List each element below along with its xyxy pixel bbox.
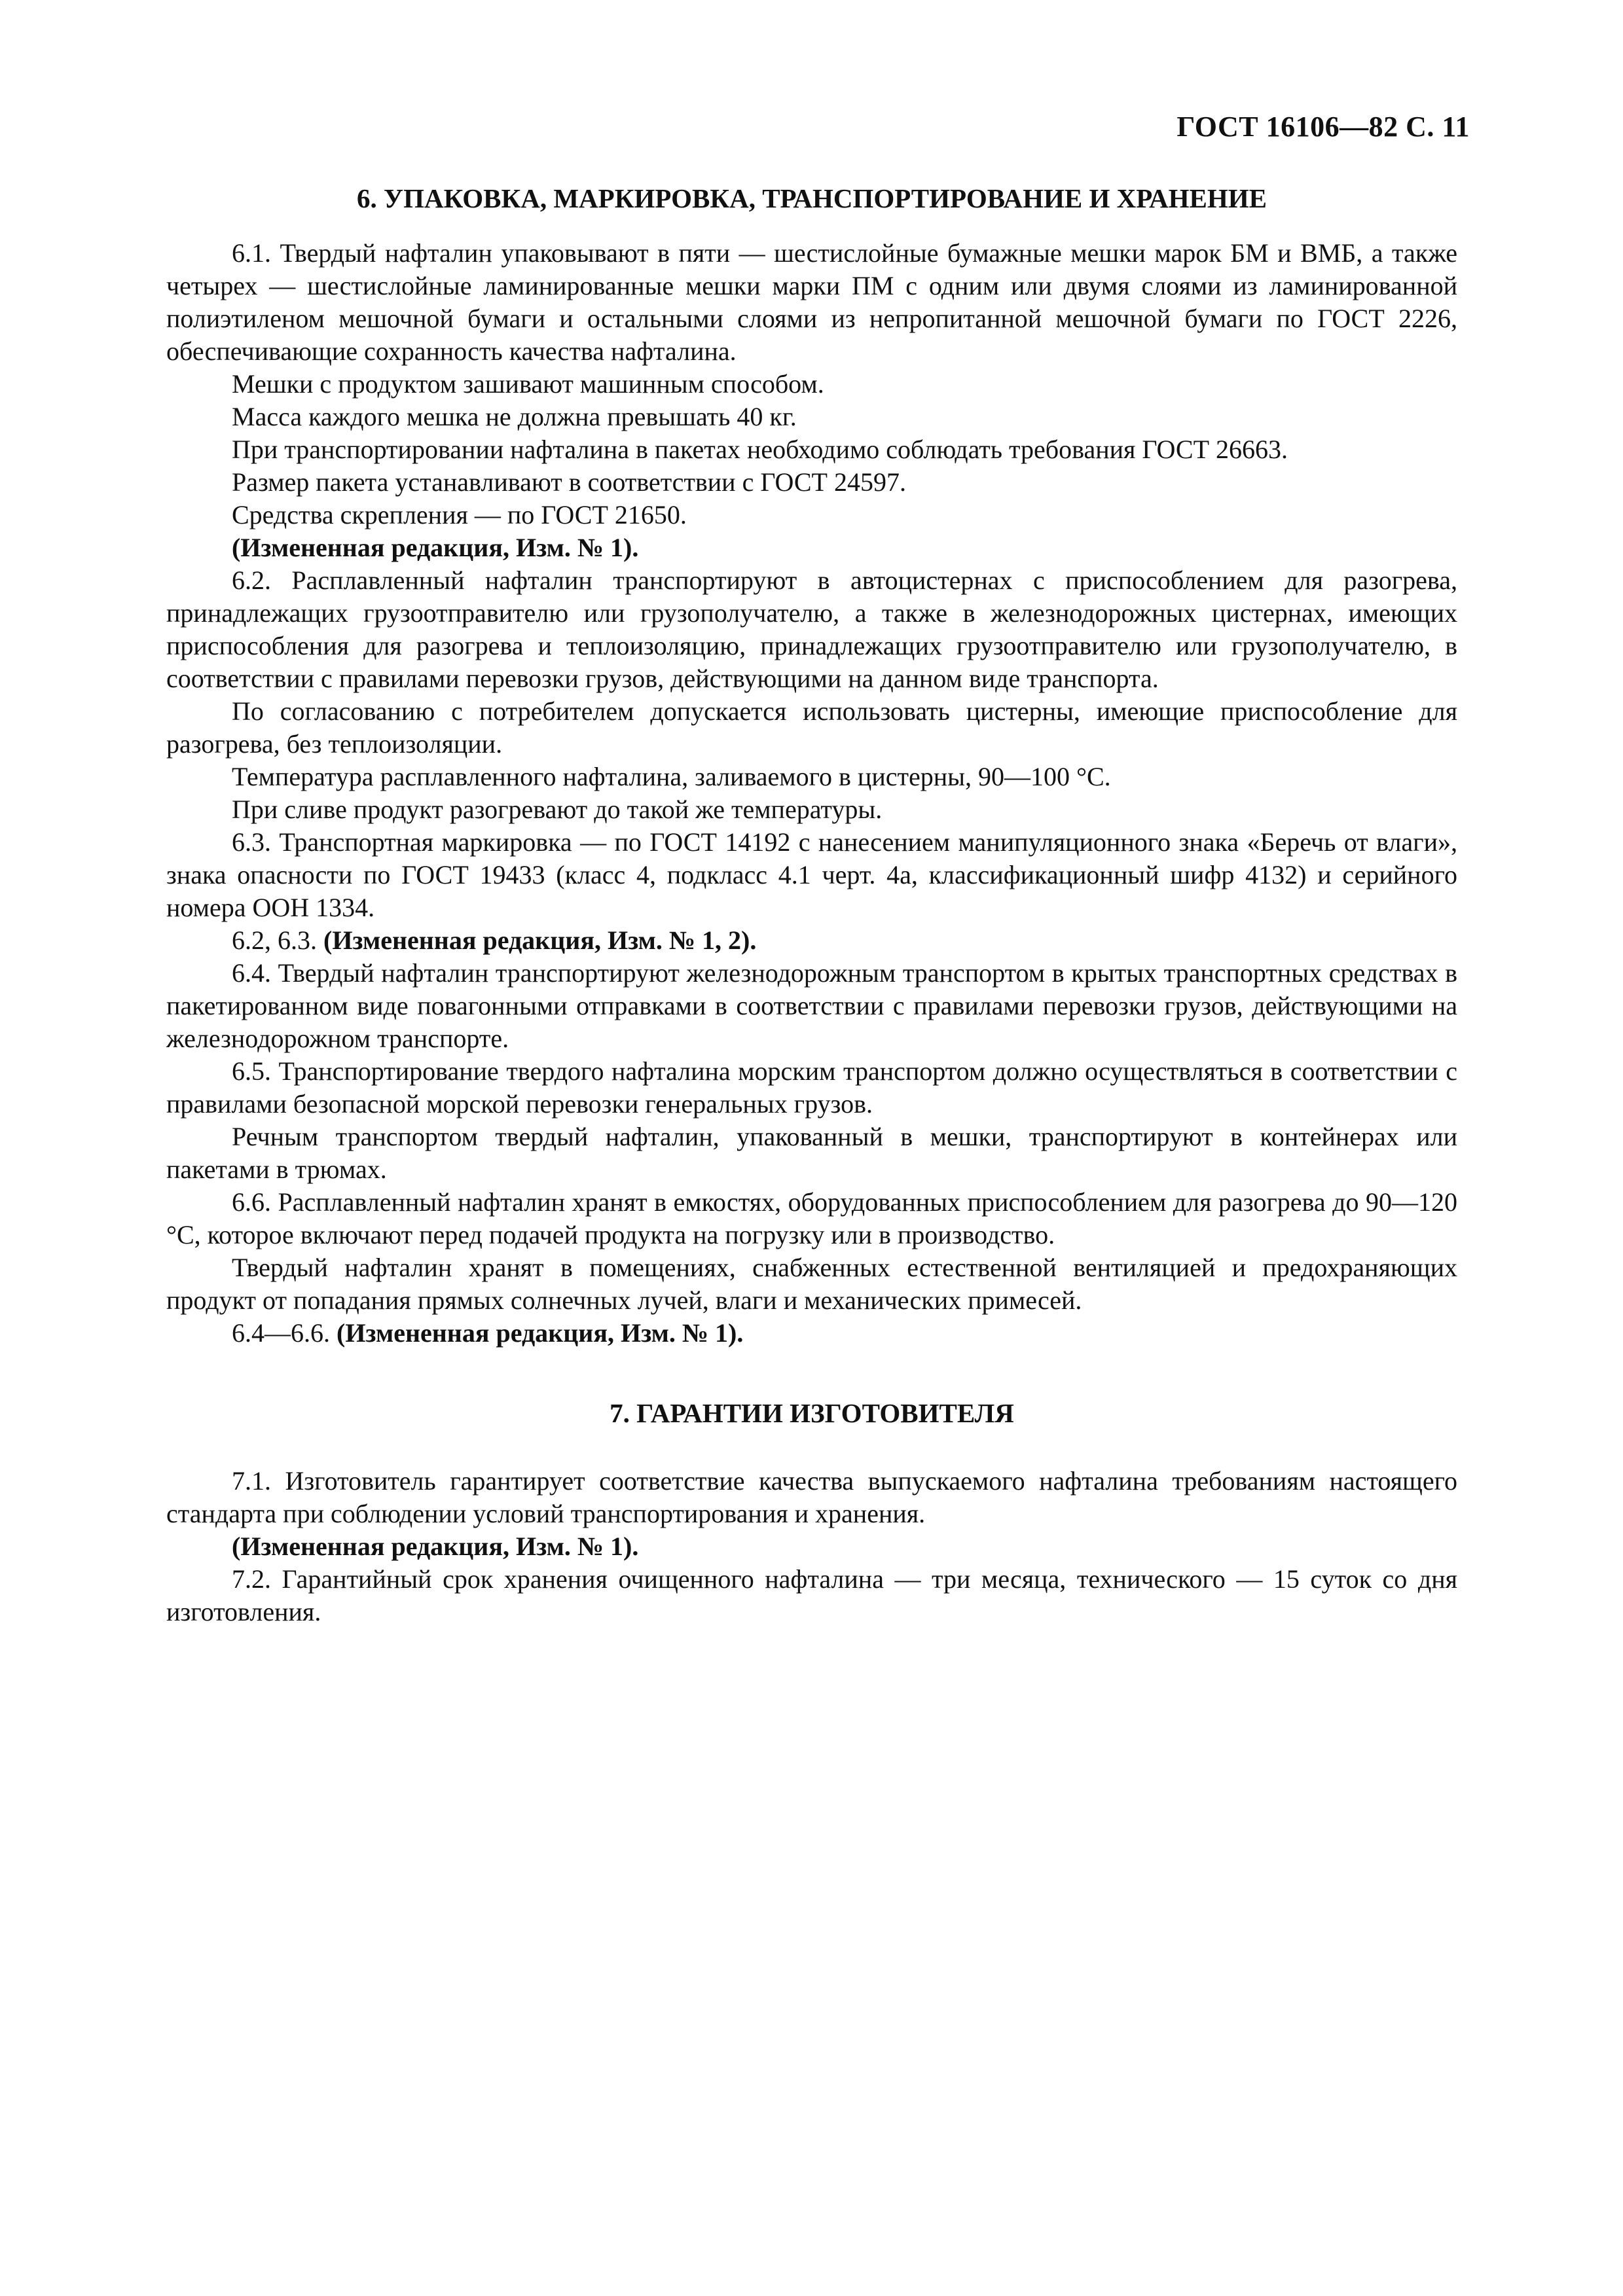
paragraph-text: 6.5. Транспортирование твердого нафталина морским транспортом должно осуществляться в соответствии с правилами безопасной морской перевозки генеральных грузов.: [166, 1056, 1457, 1119]
paragraph: [166, 695, 1457, 761]
paragraph-text: Температура расплавленного нафталина, заливаемого в цистерны, 90—100 °С.: [232, 762, 1111, 791]
paragraph-text: 6.6. Расплавленный нафталин хранят в емкостях, оборудованных приспособлением для разогрева до 90—120 °С, которое включают перед подачей продукта на погрузку или в производство.: [166, 1187, 1457, 1249]
paragraph: [166, 761, 1457, 793]
paragraph-text: Размер пакета устанавливают в соответствии с ГОСТ 24597.: [232, 467, 906, 497]
paragraph-text: 6.3. Транспортная маркировка — по ГОСТ 14192 с нанесением манипуляционного знака «Беречь от влаги», знака опасности по ГОСТ 19433 (класс 4, подкласс 4.1 черт. 4а, классификационный шифр 4132) и серийного номера ООН 1334.: [166, 827, 1457, 922]
page-header: ГОСТ 16106—82 С. 11: [1176, 111, 1470, 143]
paragraph: [166, 433, 1457, 466]
paragraph-text: Мешки с продуктом зашивают машинным способом.: [232, 369, 824, 399]
paragraph-text: При транспортировании нафталина в пакетах необходимо соблюдать требования ГОСТ 26663.: [232, 435, 1288, 464]
paragraph: [166, 401, 1457, 433]
paragraph-6-4: [166, 957, 1457, 1055]
paragraph-ref: 6.4—6.6.: [232, 1318, 337, 1348]
paragraph-text: Твердый нафталин хранят в помещениях, снабженных естественной вентиляцией и предохраняющих продукт от попадания прямых солнечных лучей, влаги и механических примесей.: [166, 1253, 1457, 1315]
paragraph: [166, 1251, 1457, 1317]
paragraph-text: Средства скрепления — по ГОСТ 21650.: [232, 500, 687, 529]
paragraph-text: Масса каждого мешка не должна превышать 40 кг.: [232, 402, 797, 431]
amendment-text: (Измененная редакция, Изм. № 1).: [337, 1318, 744, 1348]
paragraph: [166, 1121, 1457, 1186]
paragraph-text: 6.4. Твердый нафталин транспортируют железнодорожным транспортом в крытых транспортных средствах в пакетированном виде повагонными отправками в соответствии с правилами перевозки грузов, действующими на железнодорожном транспорте.: [166, 958, 1457, 1053]
paragraph-7-2: [166, 1563, 1457, 1628]
paragraph-text: 7.1. Изготовитель гарантирует соответствие качества выпускаемого нафталина требованиям настоящего стандарта при соблюдении условий транспортирования и хранения.: [166, 1466, 1457, 1528]
paragraph-6-3: [166, 826, 1457, 924]
paragraph: [166, 368, 1457, 401]
amendment-note: [166, 1317, 1457, 1350]
paragraph: [166, 466, 1457, 499]
paragraph-text: 6.2. Расплавленный нафталин транспортируют в автоцистернах с приспособлением для разогрева, принадлежащих грузоотправителю или грузополучателю, а также в железнодорожных цистернах, имеющих приспособления для разогрева и теплоизоляцию, принадлежащих грузоотправителю или грузополучателю, в соответствии с правилами перевозки грузов, действующими на данном виде транспорта.: [166, 565, 1457, 693]
section-7-title: 7. ГАРАНТИИ ИЗГОТОВИТЕЛЯ: [610, 1398, 1014, 1428]
section-6-title: 6. УПАКОВКА, МАРКИРОВКА, ТРАНСПОРТИРОВАНИЕ И ХРАНЕНИЕ: [356, 183, 1267, 213]
amendment-note: [166, 1530, 1457, 1563]
paragraph-6-5: [166, 1055, 1457, 1121]
paragraph: [166, 793, 1457, 826]
amendment-note: [166, 531, 1457, 564]
paragraph: [166, 499, 1457, 531]
paragraph-ref: 6.2, 6.3.: [232, 925, 323, 955]
paragraph-text: Речным транспортом твердый нафталин, упакованный в мешки, транспортируют в контейнерах или пакетами в трюмах.: [166, 1122, 1457, 1184]
paragraph-6-1: [166, 237, 1457, 368]
paragraph-text: 6.1. Твердый нафталин упаковывают в пяти — шестислойные бумажные мешки марок БМ и ВМБ, а также четырех — шестислойные ламинированные мешки марки ПМ с одним или двумя слоями из ламинированной полиэтиленом мешочной бумаги и остальными слоями из непропитанной мешочной бумаги по ГОСТ 2226, обеспечивающие сохранность качества нафталина.: [166, 238, 1457, 366]
amendment-text: (Измененная редакция, Изм. № 1).: [232, 533, 639, 562]
paragraph-6-2: [166, 564, 1457, 695]
amendment-note: [166, 924, 1457, 957]
paragraph-6-6: [166, 1186, 1457, 1251]
paragraph-7-1: [166, 1465, 1457, 1530]
amendment-text: (Измененная редакция, Изм. № 1, 2).: [323, 925, 757, 955]
paragraph-text: По согласованию с потребителем допускается использовать цистерны, имеющие приспособление для разогрева, без теплоизоляции.: [166, 696, 1457, 759]
amendment-text: (Измененная редакция, Изм. № 1).: [232, 1532, 639, 1561]
paragraph-text: При сливе продукт разогревают до такой же температуры.: [232, 795, 883, 824]
paragraph-text: 7.2. Гарантийный срок хранения очищенного нафталина — три месяца, технического — 15 суток со дня изготовления.: [166, 1564, 1457, 1626]
document-body: [166, 182, 1457, 1628]
